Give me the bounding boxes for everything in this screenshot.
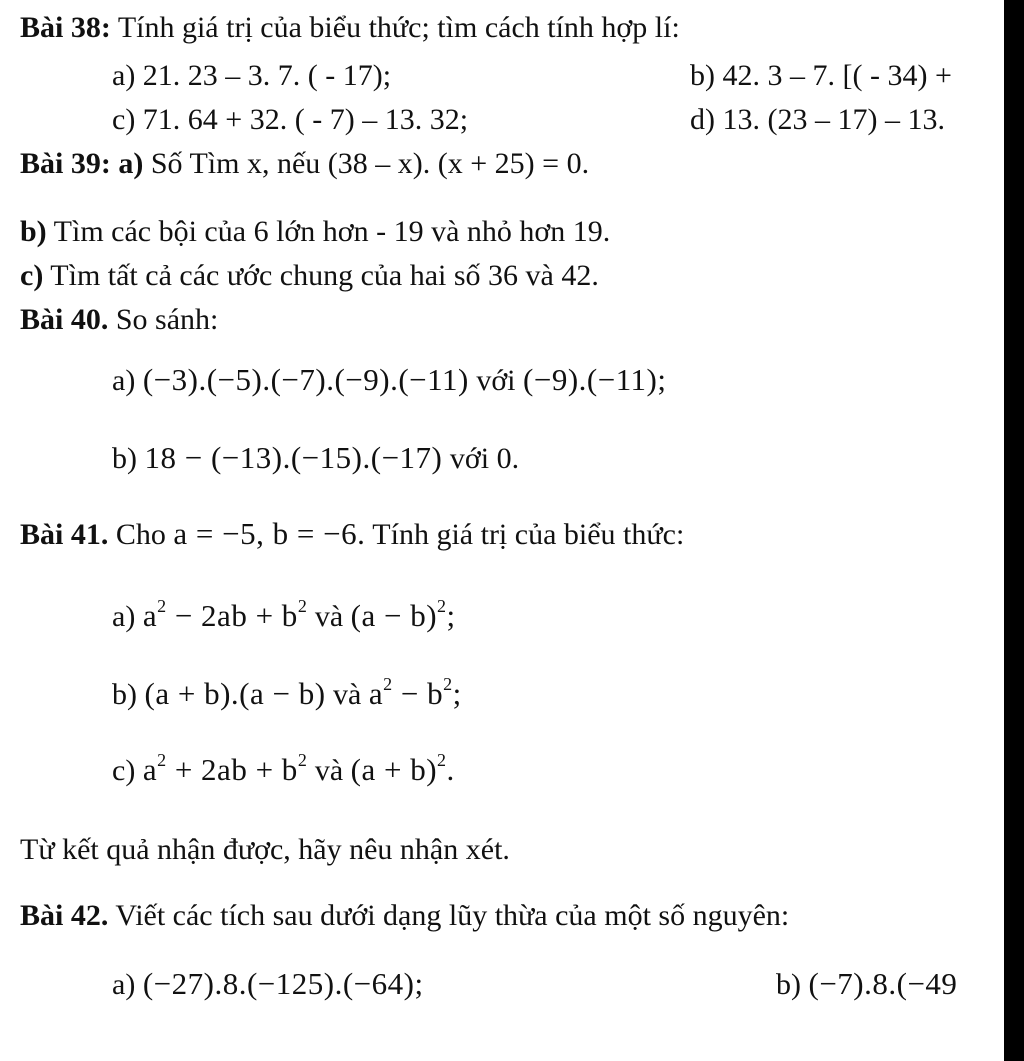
bai41-b-label: b) bbox=[112, 678, 137, 711]
bai40-a-with: với bbox=[476, 364, 516, 397]
bai39-item-b bbox=[20, 214, 610, 250]
bai42-title: Bài 42. bbox=[20, 899, 109, 932]
bai39-a-label: a) bbox=[118, 147, 144, 180]
bai41-given: a = −5, b = −6. bbox=[173, 516, 366, 551]
bai40-prompt: So sánh: bbox=[115, 303, 219, 336]
bai40-a-label: a) bbox=[112, 364, 136, 397]
bai41-note: Từ kết quả nhận được, hãy nêu nhận xét. bbox=[20, 833, 510, 866]
bai41-b-conj: và bbox=[333, 678, 362, 711]
bai41-b-expr2: $a^2 - b^2$; bbox=[368, 674, 462, 711]
bai41-prompt-pre: Cho bbox=[115, 518, 166, 551]
bai42-prompt: Viết các tích sau dưới dạng lũy thừa của một số nguyên: bbox=[115, 899, 790, 932]
bai42-item-a bbox=[112, 966, 424, 1003]
bai40-b-with: với 0. bbox=[449, 442, 520, 475]
bai41-prompt-post: Tính giá trị của biểu thức: bbox=[372, 518, 685, 551]
bai38-item-a: a) 21. 23 – 3. 7. ( - 17); bbox=[112, 59, 392, 92]
bai41-a-conj: và bbox=[314, 600, 344, 633]
bai41-a-expr1: $a^2 - 2ab + b^2$ bbox=[142, 596, 308, 633]
bai38-heading bbox=[20, 10, 680, 46]
bai39-title: Bài 39: bbox=[20, 147, 111, 180]
bai42-heading bbox=[20, 898, 789, 934]
bai41-c-label: c) bbox=[112, 754, 136, 787]
bai41-b-expr1: (a + b).(a − b) bbox=[144, 676, 326, 711]
bai41-heading bbox=[20, 516, 684, 553]
bai38-title: Bài 38: bbox=[20, 11, 111, 44]
bai40-item-b bbox=[112, 440, 519, 477]
bai39-b-text: Tìm các bội của 6 lớn hơn - 19 và nhỏ hơn 19. bbox=[53, 215, 611, 248]
bai39-c-text: Tìm tất cả các ước chung của hai số 36 và 42. bbox=[50, 259, 599, 292]
bai41-a-label: a) bbox=[112, 600, 136, 633]
bai42-a-label: a) bbox=[112, 968, 136, 1001]
bai38-item-c: c) 71. 64 + 32. ( - 7) – 13. 32; bbox=[112, 103, 469, 136]
bai41-item-b bbox=[112, 676, 462, 713]
bai41-item-c bbox=[112, 752, 455, 789]
bai40-a-expr2: (−9).(−11); bbox=[523, 362, 667, 397]
bai40-a-expr: (−3).(−5).(−7).(−9).(−11) bbox=[142, 362, 469, 397]
bai40-b-expr: 18 − (−13).(−15).(−17) bbox=[144, 440, 443, 475]
bai41-title: Bài 41. bbox=[20, 518, 109, 551]
bai42-a-expr: (−27).8.(−125).(−64); bbox=[142, 966, 424, 1001]
bai41-item-a bbox=[112, 598, 456, 635]
bai42-item-b bbox=[776, 966, 957, 1003]
bai40-title: Bài 40. bbox=[20, 303, 109, 336]
bai38-item-d: d) 13. (23 – 17) – 13. bbox=[690, 103, 945, 136]
bai39-c-label: c) bbox=[20, 259, 44, 292]
bai42-b-expr: (−7).8.(−49 bbox=[808, 966, 958, 1001]
bai41-a-expr2: $(a - b)^2$; bbox=[350, 596, 456, 633]
bai39-item-a bbox=[20, 146, 589, 182]
bai38-prompt: Tính giá trị của biểu thức; tìm cách tính hợp lí: bbox=[117, 11, 680, 44]
bai40-b-label: b) bbox=[112, 442, 137, 475]
right-edge-bar bbox=[1004, 0, 1024, 1061]
bai39-b-label: b) bbox=[20, 215, 47, 248]
bai39-a-text: Số Tìm x, nếu (38 – x). (x + 25) = 0. bbox=[150, 147, 590, 180]
bai40-heading bbox=[20, 302, 218, 338]
bai41-c-expr1: $a^2 + 2ab + b^2$ bbox=[142, 750, 308, 787]
bai38-item-b: b) 42. 3 – 7. [( - 34) + bbox=[690, 59, 952, 92]
bai40-item-a bbox=[112, 362, 667, 399]
bai39-item-c bbox=[20, 258, 599, 294]
bai41-c-expr2: $(a + b)^2$. bbox=[350, 750, 455, 787]
bai42-b-label: b) bbox=[776, 968, 801, 1001]
bai41-c-conj: và bbox=[314, 754, 344, 787]
